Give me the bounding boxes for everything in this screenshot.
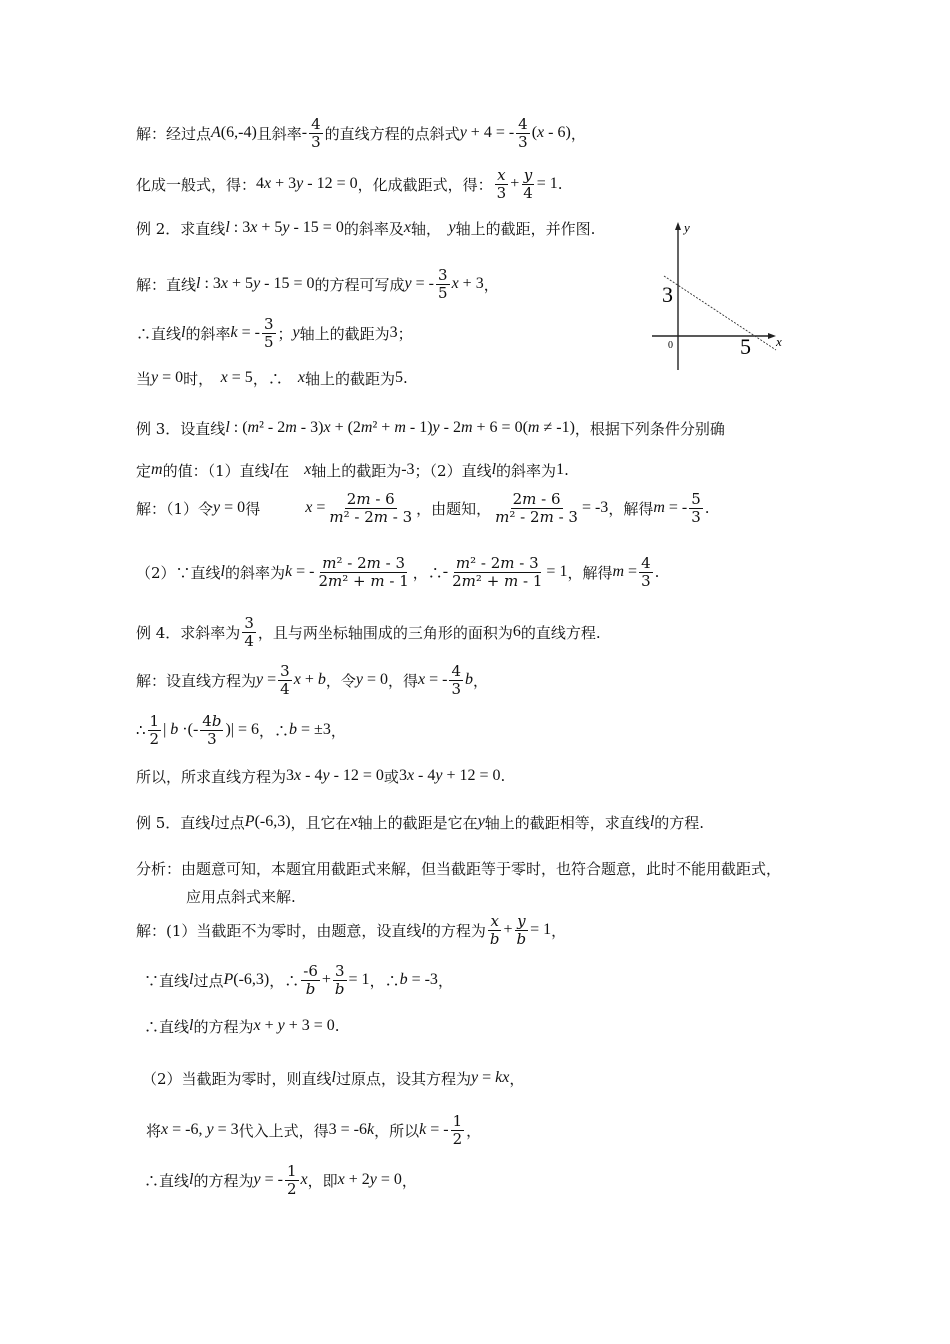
text-line-21: （2）当截距为零时，则直线 l 过原点，设其方程为 y = kx ， — [142, 1069, 525, 1088]
text-line-11: 例 4．求斜率为 $\frac{3}{4}$ ，且与两坐标轴围成的三角形的面积为 6 的直线方程. — [136, 613, 601, 650]
text-line-14: 所以，所求直线方程为 3x - 4y - 12 = 0 或 3x - 4y + 12 = 0 . — [136, 767, 506, 786]
x-axis-arrow — [768, 333, 776, 339]
text-line-7: 例 3．设直线 l : (m² - 2m - 3)x + (2m² + m - 1)y - 2m + 6 = 0(m ≠ -1) ，根据下列条件分别确 — [136, 419, 725, 438]
text-line-1: 解：经过点 A(6,-4) 且斜率 - $\frac{4}{3}$ 的直线方程的点斜式 y + 4 = - $\frac{4}{3}$ (x - 6) ， — [136, 114, 586, 151]
y-intercept-label: 3 — [662, 282, 673, 307]
graph-line — [664, 276, 776, 350]
text-line-18: 解：(1）当截距不为零时，由题意，设直线 l 的方程为 $\frac{x}{b}$ + $\frac{y}{b}$ = 1 ， — [136, 911, 567, 948]
text-line-9: 解：（1）令 y = 0 得 x = $\frac{2m - 6}{\text{m² - 2m - 3}}$ ，由题知， $\frac{2m - 6}{\text{m² - 2m - 3}}$ = -3 ，解得 m = - $\frac{5}{3}$ . — [136, 489, 710, 526]
x-axis-label: x — [776, 334, 782, 349]
text-line-23: ∴直线 l 的方程为 y = - $\frac{1}{2}$ x ，即 x + 2y = 0 ， — [144, 1161, 417, 1198]
text-line-2: 化成一般式，得： 4x + 3y - 12 = 0 ，化成截距式，得： $\frac{x}{3}$ + $\frac{y}{4}$ = 1 . — [136, 165, 563, 202]
text-line-5: ∴直线 l 的斜率 k = - $\frac{3}{5}$ ； y 轴上的截距为 3 ； — [136, 314, 413, 351]
text-line-4: 解：直线 l : 3x + 5y - 15 = 0 的方程可写成 y = - $\frac{3}{5}$ x + 3 ， — [136, 265, 499, 302]
origin-label: 0 — [668, 340, 673, 351]
text-line-16: 分析：由题意可知，本题宜用截距式来解，但当截距等于零时，也符合题意，此时不能用截距式， — [136, 859, 782, 878]
text-line-3: 例 2．求直线 l : 3x + 5y - 15 = 0 的斜率及 x 轴， y 轴上的截距，并作图. — [136, 219, 596, 238]
line-graph — [648, 218, 788, 378]
text-line-10: （2）∵直线 l 的斜率为 k = - $\frac{\text{m² - 2m - 3}}{\text{2m² + m - 1}}$ ，∴ - $\frac{\text{m² - 2m - 3}}{\text{2m² + m - 1}}$ = 1 ，解得 m = $\frac{4}{3}$ . — [136, 553, 660, 590]
text-line-13: ∴ $\frac{1}{2}$ | b ·(- $\frac{4b}{3}$ )| = 6 ，∴ b = ±3 ， — [136, 711, 346, 748]
text-line-6: 当 y = 0 时， x = 5 ，∴ x 轴上的截距为 5 . — [136, 369, 408, 388]
x-intercept-label: 5 — [740, 334, 751, 359]
y-axis-label: y — [684, 220, 690, 235]
text-line-17: 应用点斜式来解. — [186, 887, 296, 906]
text-line-12: 解：设直线方程为 y = $\frac{3}{4}$ x + b ，令 y = 0 ，得 x = - $\frac{4}{3}$ b ， — [136, 661, 489, 698]
y-axis-arrow — [675, 222, 681, 230]
text-line-19: ∵直线 l 过点 P(-6,3) ，∴ $\frac{-6}{b}$ + $\frac{3}{b}$ = 1 ，∴ b = -3 ， — [144, 961, 453, 998]
text-line-22: 将 x = -6, y = 3 代入上式，得 3 = -6k ，所以 k = - $\frac{1}{2}$ ， — [146, 1111, 482, 1148]
text-line-15: 例 5．直线 l 过点 P(-6,3) ，且它在 x 轴上的截距是它在 y 轴上的截距相等，求直线 l 的方程. — [136, 813, 705, 832]
text-line-8: 定 m 的值：（1）直线 l 在 x 轴上的截距为 -3 ；（2）直线 l 的斜率为 1 . — [136, 461, 569, 480]
text-line-20: ∴直线 l 的方程为 x + y + 3 = 0 . — [144, 1017, 340, 1036]
